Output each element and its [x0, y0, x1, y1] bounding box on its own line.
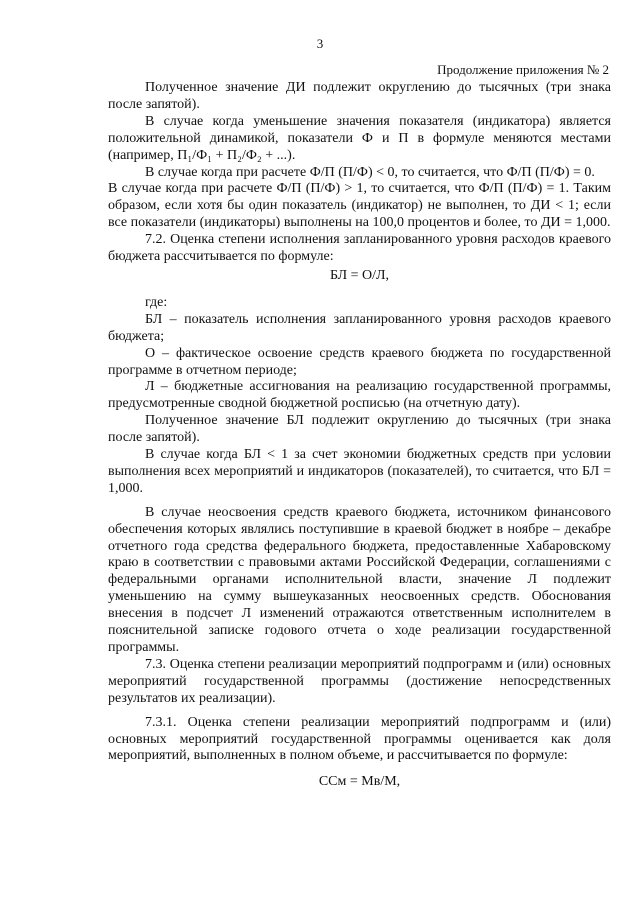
- where-label: где:: [145, 294, 168, 310]
- paragraph: В случае когда уменьшение значения показателя (индикатора) является положительной динамикой, показатели Ф и П в формуле меняются местами (например, П₁/Ф₁ + П₂/Ф₂ + ...).: [108, 113, 611, 163]
- paragraph: В случае когда БЛ < 1 за счет экономии бюджетных средств при условии выполнения всех мероприятий и индикаторов (показателей), то считается, что БЛ = 1,000.: [108, 447, 611, 496]
- formula-cc: ССм = Мв/М,: [318, 774, 401, 790]
- paragraph: Полученное значение ДИ подлежит округлению до тысячных (три знака после запятой).: [108, 80, 611, 112]
- definition-bl: БЛ – показатель исполнения запланированного уровня расходов краевого бюджета;: [108, 311, 611, 344]
- paragraph: В случае когда при расчете Ф/П (П/Ф) < 0, то считается, что Ф/П (П/Ф) = 0.: [145, 164, 595, 180]
- paragraph: В случае неосвоения средств краевого бюджета, источником финансового обеспечения которых являлись поступившие в краевой бюджет в ноябре – декабре отчетного года средства федерального бюджета, предоставленные Хабаровскому краю в соответствии с правовыми актами Российской Федерации, соглашениями с федеральными органами исполнительной власти, значение Л подлежит уменьшению на сумму вышеуказанных неосвоенных средств. Обоснования внесения в подсчет Л изменений отражаются ответственным исполнителем в пояснительной записке годового отчета о ходе реализации государственной программы.: [108, 504, 611, 655]
- document-body: [108, 80, 611, 791]
- definition-o: О – фактическое освоение средств краевого бюджета по государственной программе в отчетном периоде;: [108, 345, 611, 378]
- paragraph: 7.3.1. Оценка степени реализации мероприятий подпрограмм и (или) основных мероприятий государственной программы оценивается как доля мероприятий, выполненных в полном объеме, и рассчитывается по формуле:: [108, 714, 611, 764]
- paragraph: 7.2. Оценка степени исполнения запланированного уровня расходов краевого бюджета рассчитывается по формуле:: [108, 232, 611, 265]
- page-number: 3: [316, 36, 324, 51]
- appendix-label: Продолжение приложения № 2: [437, 62, 609, 77]
- paragraph: В случае когда при расчете Ф/П (П/Ф) > 1, то считается, что Ф/П (П/Ф) = 1. Таким образом, если хотя бы один показатель (индикатор) не выполнен, то ДИ < 1; если все показатели (индикаторы) выполнены на 100,0 процентов и более, то ДИ = 1,000.: [108, 181, 611, 231]
- paragraph: Полученное значение БЛ подлежит округлению до тысячных (три знака после запятой).: [108, 413, 611, 446]
- formula-bl: БЛ = О/Л,: [329, 267, 390, 283]
- paragraph: 7.3. Оценка степени реализации мероприятий подпрограмм и (или) основных мероприятий государственной программы (достижение непосредственных результатов их реализации).: [108, 656, 611, 706]
- definition-l: Л – бюджетные ассигнования на реализацию государственной программы, предусмотренные сводной бюджетной росписью (на отчетную дату).: [108, 379, 611, 412]
